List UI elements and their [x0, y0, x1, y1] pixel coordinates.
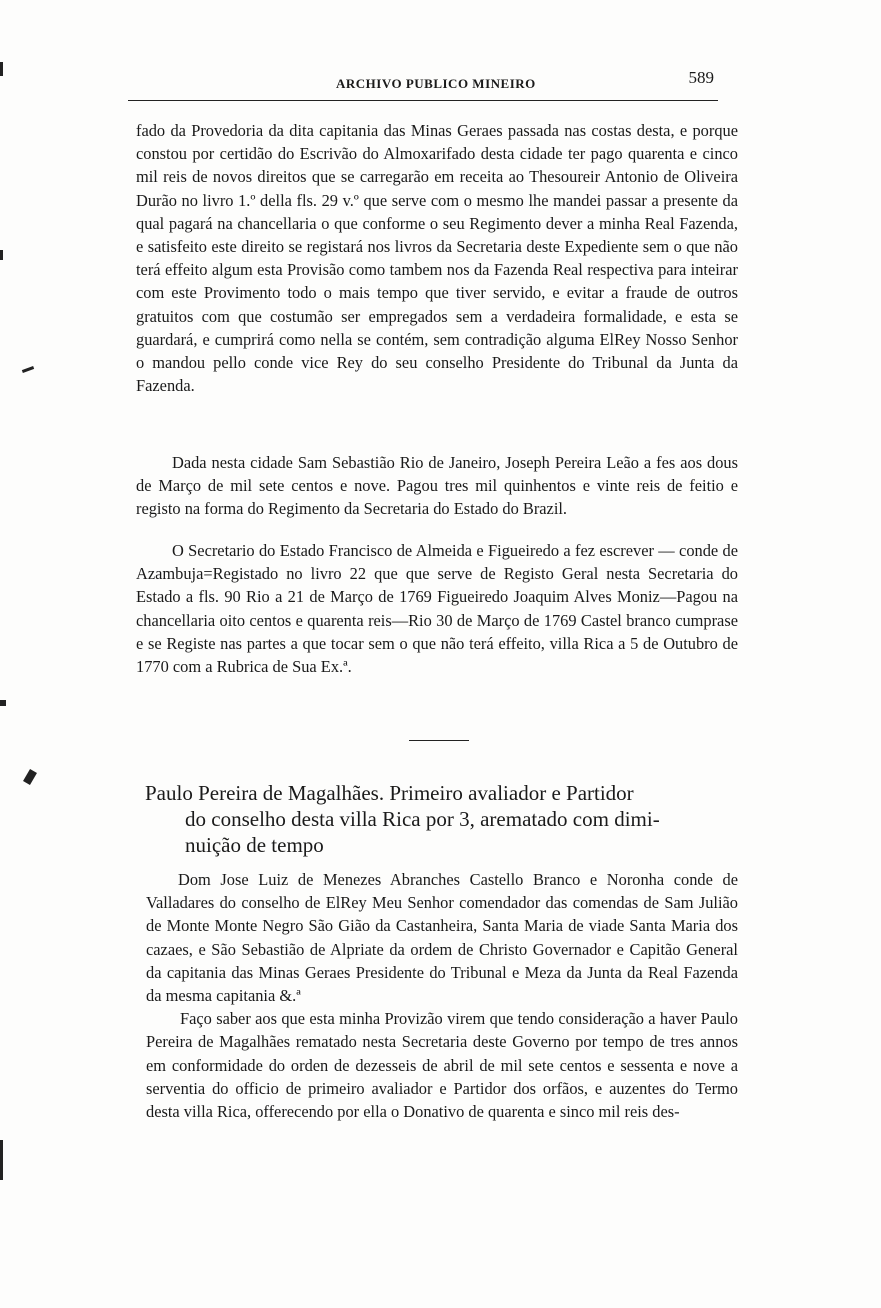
body-paragraph-2 — [136, 451, 738, 521]
scan-edge-mark — [22, 366, 34, 373]
header-rule — [128, 100, 718, 101]
header-title: ARCHIVO PUBLICO MINEIRO — [336, 76, 536, 91]
scan-edge-mark — [0, 700, 6, 706]
section-title — [145, 780, 741, 858]
paragraph-text: O Secretario do Estado Francisco de Almeida e Figueiredo a fez escrever — conde de Azambuja=Registado no livro 22 que que serve de Registo Geral nesta Secretaria do Estado a fls. 90 Rio a 21 de Março de 1769 Figueiredo Joaquim Alves Moniz—Pagou na chancellaria oito centos e quarenta reis—Rio 30 de Março de 1769 Castel branco cumprase e se Registe nas partes a que tocar sem o que não terá effeito, villa Rica a 5 de Outubro de 1770 com a Rubrica de Sua Ex.ª. — [136, 541, 738, 677]
scan-edge-mark — [23, 769, 37, 785]
scan-edge-mark — [0, 62, 3, 76]
running-header — [128, 66, 718, 106]
paragraph-text: Faço saber aos que esta minha Provizão virem que tendo consideração a haver Paulo Pereira de Magalhães rematado nesta Secretaria deste Governo por tempo de tres annos em conformidade do orden de dezesseis de abril de mil sete centos e sessenta e nove a serventia do officio de primeiro avaliador e Partidor dos orfãos, e auzentes do Termo desta villa Rica, offerecendo por ella o Donativo de quarenta e sinco mil reis des- — [146, 1009, 738, 1122]
paragraph-text: Dom Jose Luiz de Menezes Abranches Castello Branco e Noronha conde de Valladares do conselho de ElRey Meu Senhor comendador das comendas de Sam Julião de Monte Monte Negro São Gião da Castanheira, Santa Maria de viade Santa Maria dos cazaes, e São Sebastião de Alpriate da ordem de Christo Governador e Capitão General da capitania das Minas Geraes Presidente do Tribunal e Meza da Junta da Real Fazenda da mesma capitania &.ª — [146, 870, 738, 1006]
section-title-line: nuição de tempo — [185, 833, 324, 857]
scan-edge-mark — [0, 1140, 3, 1180]
section-title-line: Paulo Pereira de Magalhães. Primeiro avaliador e Partidor — [145, 781, 634, 805]
body-paragraph-1 — [136, 119, 738, 397]
section-title-line: do conselho desta villa Rica por 3, arematado com dimi- — [185, 807, 660, 831]
paragraph-text: Dada nesta cidade Sam Sebastião Rio de Janeiro, Joseph Pereira Leão a fes aos dous de Março de mil sete centos e nove. Pagou tres mil quinhentos e vinte reis de feitio e registo na forma do Regimento da Secretaria do Estado do Brazil. — [136, 453, 738, 519]
section-separator — [409, 740, 469, 741]
body-paragraph-4 — [146, 868, 738, 1123]
page-number: 589 — [688, 68, 714, 87]
paragraph-text: fado da Provedoria da dita capitania das Minas Geraes passada nas costas desta, e porque constou por certidão do Escrivão do Almoxarifado desta cidade ter pago quarenta e cinco mil reis de novos direitos que se carregarão em receita ao Thesoureir Antonio de Oliveira Durão no livro 1.º della fls. 29 v.º que serve com o mesmo lhe mandei passar a presente da qual pagará na chancellaria o que conforme o seu Regimento dever a minha Real Fazenda, e satisfeito este direito se registará nos livros da Secretaria deste Expediente sem o que não terá effeito algum esta Provisão como tambem nos da Fazenda Real respectiva para inteirar com este Provimento todo o mais tempo que tiver servido, e evitar a fraude de outros gratuitos com que costumão ser empregados sem a verdadeira formalidade, e esta se guardará, e cumprirá como nella se contém, sem contradição alguma ElRey Nosso Senhor o mandou pello conde vice Rey do seu conselho Presidente do Tribunal da Junta da Fazenda. — [136, 121, 738, 396]
scan-edge-mark — [0, 250, 3, 260]
body-paragraph-3 — [136, 539, 738, 678]
